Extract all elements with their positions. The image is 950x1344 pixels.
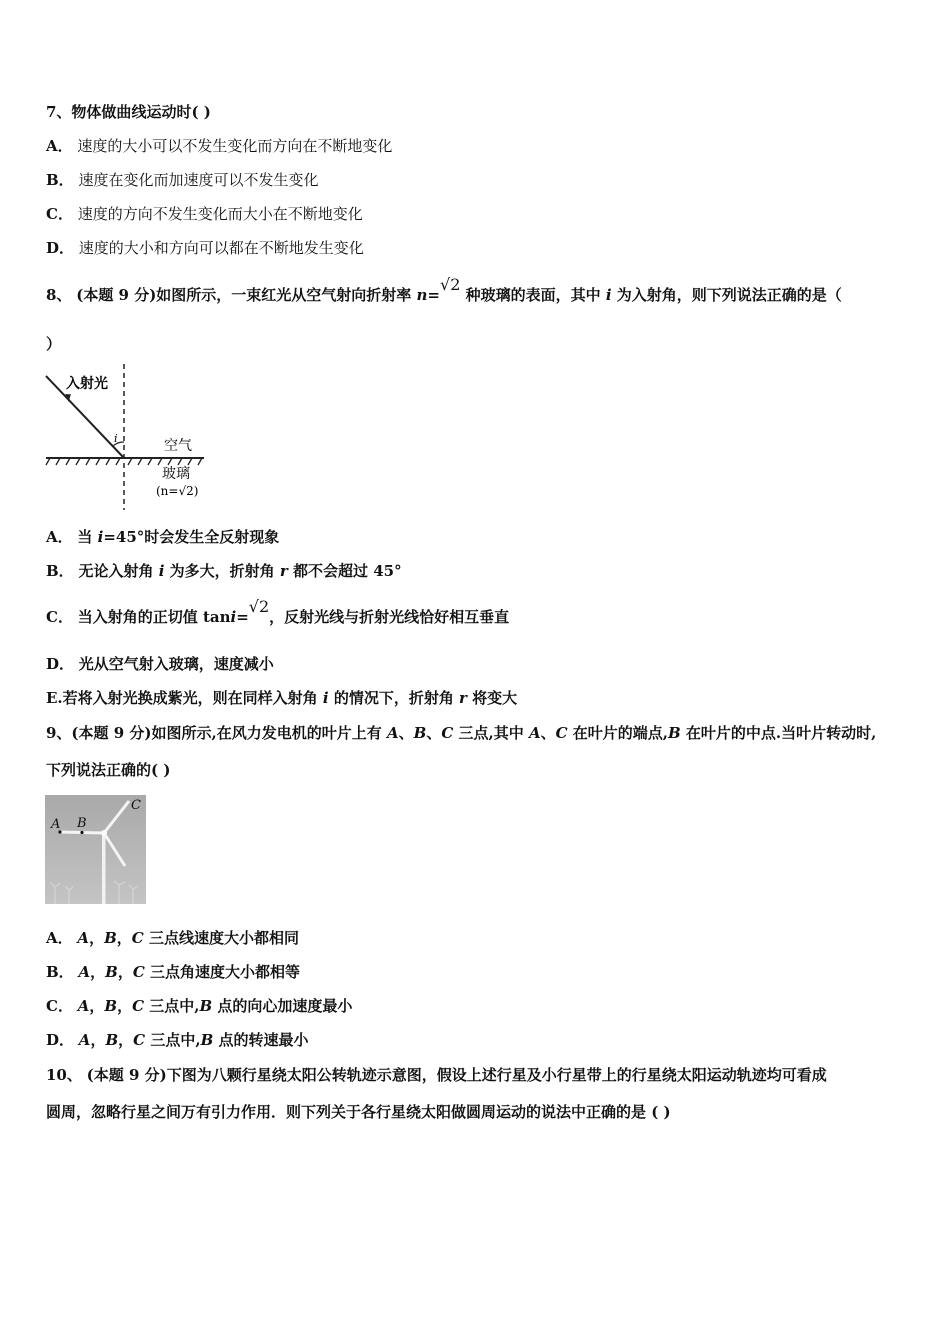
option-key: B． <box>46 562 74 580</box>
q10-stem-line2: 圆周，忽略行星之间万有引力作用．则下列关于各行星绕太阳做圆周运动的说法中正确的是 ( ) <box>46 1103 671 1121</box>
label-a: A <box>51 817 61 832</box>
q10-number: 10、 <box>46 1066 82 1084</box>
option-key: A． <box>46 528 73 546</box>
option-text: 都不会超过 45° <box>287 562 402 580</box>
stem-text: 下图为八颗行星绕太阳公转轨迹示意图，假设上述行星及小行星带上的行星绕太阳运动轨迹均可看成 <box>166 1066 827 1084</box>
option-key: D． <box>46 655 75 673</box>
q7-option-a <box>46 136 392 156</box>
point-c: C <box>132 963 145 981</box>
q8-stem-part-c: 为入射角，则下列说法正确的是（ <box>611 286 842 304</box>
r-symbol: r <box>459 689 467 707</box>
point-b: B <box>413 724 427 742</box>
stem-text: 在叶片的端点, <box>567 724 669 742</box>
point-a: A <box>78 963 91 981</box>
point-b: B <box>200 1031 214 1049</box>
option-key: C． <box>46 997 73 1015</box>
q10-score: (本题 9 分) <box>86 1066 167 1084</box>
option-key: A． <box>46 929 73 947</box>
i-symbol: i <box>97 528 104 546</box>
i-symbol: i <box>158 562 165 580</box>
q8-score: (本题 9 分) <box>76 286 157 304</box>
q7-option-d <box>46 238 364 258</box>
stem-text: 三点,其中 <box>453 724 529 742</box>
q8-option-b <box>46 561 402 581</box>
glass-label: 玻璃 <box>162 466 190 482</box>
refraction-figure <box>44 362 214 512</box>
sqrt2-formula: √2 <box>248 597 270 616</box>
point-a: A <box>78 1031 91 1049</box>
r-symbol: r <box>279 562 288 580</box>
q9-stem-line2: 下列说法正确的( ) <box>46 761 171 779</box>
option-key: D． <box>46 239 75 257</box>
option-text: 的情况下，折射角 <box>328 689 460 707</box>
q8-option-d <box>46 654 274 674</box>
point-a: A <box>528 724 541 742</box>
point-c: C <box>132 997 145 1015</box>
point-a: A <box>386 724 399 742</box>
option-key: B． <box>46 963 74 981</box>
option-text: 三点中, <box>144 997 200 1015</box>
option-text: 将变大 <box>466 689 518 707</box>
i-symbol: i <box>322 689 329 707</box>
option-key: C． <box>46 205 73 223</box>
option-text: =45°时会发生全反射现象 <box>103 528 280 546</box>
q9-stem-line1 <box>46 723 876 743</box>
separator: 、 <box>398 724 414 742</box>
option-key: A． <box>46 137 73 155</box>
option-text: 点的向心加速度最小 <box>212 997 353 1015</box>
option-text: 三点角速度大小都相等 <box>144 963 301 981</box>
q9-option-d: D． A，B，C 三点中,B 点的转速最小 <box>46 1031 309 1049</box>
point-c: C <box>441 724 454 742</box>
q8-option-c <box>46 597 510 627</box>
q9-option-b: B． A，B，C 三点角速度大小都相等 <box>46 963 301 981</box>
point-b: B <box>105 1031 119 1049</box>
option-text: 速度的大小和方向可以都在不断地发生变化 <box>78 239 364 257</box>
option-text: 无论入射角 <box>78 562 159 580</box>
option-text: 若将入射光换成紫光，则在同样入射角 <box>62 689 323 707</box>
i-symbol: i <box>230 608 237 626</box>
option-text: 三点线速度大小都相同 <box>143 929 299 947</box>
stem-text: 9、(本题 9 分)如图所示,在风力发电机的叶片上有 <box>46 724 387 742</box>
option-text: 三点中, <box>145 1031 201 1049</box>
option-text: 当入射角的正切值 tan <box>77 608 231 626</box>
q8-number: 8、 <box>46 286 72 304</box>
q8-i-symbol: i <box>605 286 612 304</box>
point-b-marker <box>80 831 83 834</box>
option-text: 速度在变化而加速度可以不发生变化 <box>78 171 319 189</box>
option-key: B． <box>46 171 74 189</box>
option-text: 光从空气射入玻璃，速度减小 <box>78 655 274 673</box>
separator: 、 <box>540 724 556 742</box>
q9-option-a: A． A，B，C 三点线速度大小都相同 <box>46 929 299 947</box>
q7-option-c <box>46 204 363 224</box>
point-a: A <box>77 929 90 947</box>
air-label: 空气 <box>164 438 192 454</box>
q8-option-e <box>46 688 517 708</box>
label-c: C <box>131 798 141 813</box>
point-b: B <box>105 963 118 981</box>
option-text: = <box>236 608 249 626</box>
q7-stem: 7、物体做曲线运动时( ) <box>46 103 211 121</box>
option-text: ，反射光线与折射光线恰好相互垂直 <box>269 608 510 626</box>
q7-option-b <box>46 170 318 190</box>
q8-n-symbol: n= <box>416 286 441 304</box>
point-b: B <box>668 724 681 742</box>
incident-label: 入射光 <box>66 376 108 392</box>
point-c: C <box>133 1031 146 1049</box>
q10-stem-line1 <box>46 1065 827 1085</box>
wind-turbine-figure <box>45 795 146 904</box>
q9-option-c: C． A，B，C 三点中,B 点的向心加速度最小 <box>46 997 353 1015</box>
option-key: C． <box>46 608 73 626</box>
label-b: B <box>77 816 87 831</box>
point-c: C <box>131 929 144 947</box>
point-b: B <box>104 929 117 947</box>
option-text: 点的转速最小 <box>213 1031 309 1049</box>
option-text: 当 <box>77 528 98 546</box>
option-text: 速度的方向不发生变化而大小在不断地变化 <box>77 205 363 223</box>
refractive-index-label: (n=√2) <box>156 484 199 498</box>
point-c: C <box>555 724 568 742</box>
q8-stem-part-b: 种玻璃的表面，其中 <box>460 286 606 304</box>
separator: 、 <box>426 724 442 742</box>
turbine-hub <box>101 830 107 836</box>
option-text: 为多大，折射角 <box>164 562 280 580</box>
q8-stem <box>46 275 842 305</box>
q8-option-a <box>46 527 279 547</box>
point-b: B <box>104 997 118 1015</box>
sqrt2-formula: √2 <box>440 275 461 294</box>
stem-text: 在叶片的中点.当叶片转动时, <box>680 724 877 742</box>
point-b: B <box>199 997 213 1015</box>
angle-i-label: i <box>114 432 118 445</box>
q8-close-paren: ） <box>46 335 62 353</box>
turbine-tower <box>102 833 106 904</box>
option-key: D． <box>46 1031 75 1049</box>
option-text: 速度的大小可以不发生变化而方向在不断地变化 <box>77 137 393 155</box>
point-a: A <box>77 997 90 1015</box>
option-key: E. <box>46 689 63 707</box>
q8-stem-part-a: 如图所示，一束红光从空气射向折射率 <box>156 286 417 304</box>
